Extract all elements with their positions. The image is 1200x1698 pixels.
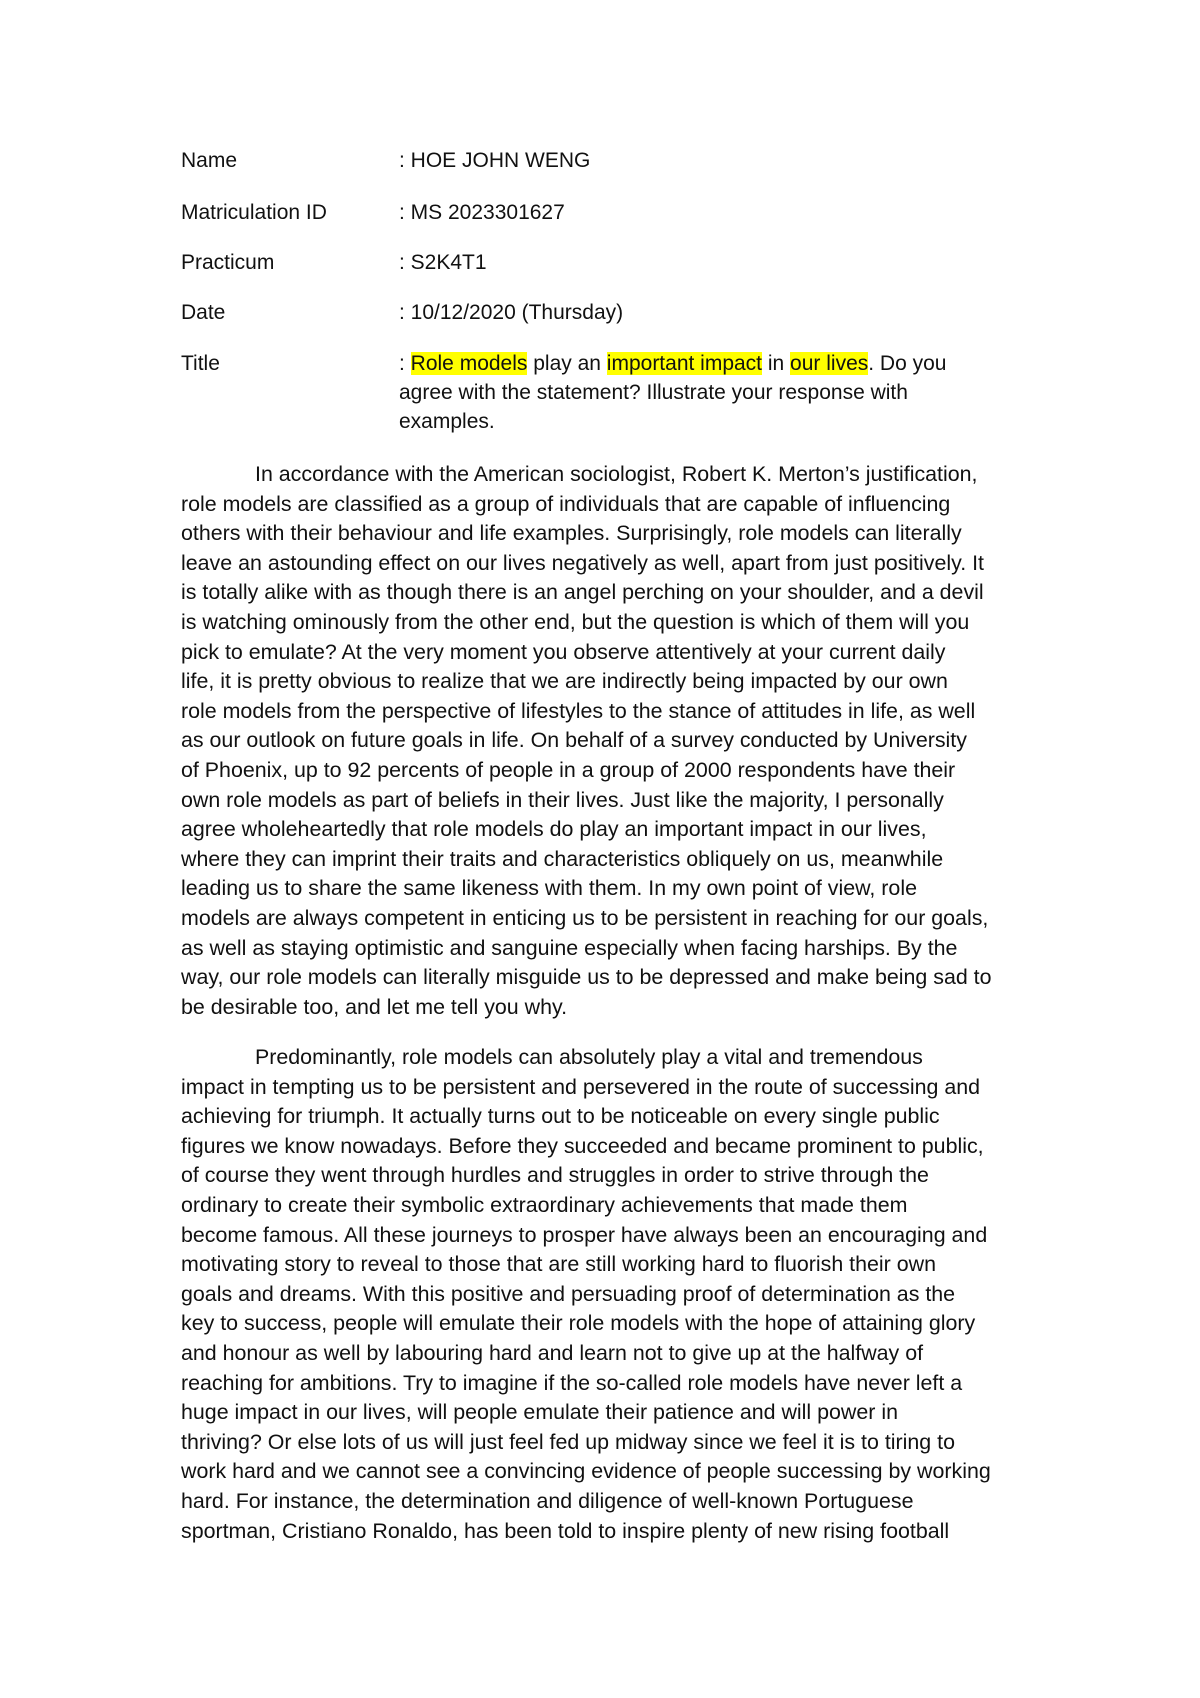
matriculation-value: : MS 2023301627 xyxy=(399,201,565,224)
paragraph-1 xyxy=(181,460,1021,1022)
paragraph-line: of Phoenix, up to 92 percents of people in a group of 2000 respondents have their xyxy=(181,757,956,782)
paragraph-line: as well as staying optimistic and sanguine especially when facing harships. By the xyxy=(181,935,958,960)
paragraph-line: others with their behaviour and life examples. Surprisingly, role models can literally xyxy=(181,521,962,546)
title-text-3: . Do you xyxy=(868,352,947,375)
paragraph-line: Predominantly, role models can absolutely play a vital and tremendous xyxy=(255,1045,923,1069)
paragraph-line: of course they went through hurdles and struggles in order to strive through the xyxy=(181,1163,929,1188)
matriculation-row xyxy=(181,198,999,227)
paragraph-line: leading us to share the same likeness with them. In my own point of view, role xyxy=(181,876,917,901)
paragraph-line: goals and dreams. With this positive and persuading proof of determination as the xyxy=(181,1281,956,1306)
paragraph-line: huge impact in our lives, will people emulate their patience and will power in xyxy=(181,1400,898,1425)
title-row xyxy=(181,349,999,436)
paragraph-line: as our outlook on future goals in life. On behalf of a survey conducted by University xyxy=(181,728,967,753)
title-highlight-our-lives: our lives xyxy=(790,352,869,375)
paragraph-line: be desirable too, and let me tell you why. xyxy=(181,994,568,1019)
name-label: Name xyxy=(181,149,238,172)
paragraph-line: sportman, Cristiano Ronaldo, has been told to inspire plenty of new rising football xyxy=(181,1518,950,1543)
title-line-3: examples. xyxy=(399,410,495,433)
paragraph-line: ordinary to create their symbolic extraordinary achievements that made them xyxy=(181,1192,908,1217)
practicum-value: : S2K4T1 xyxy=(399,251,487,274)
practicum-row xyxy=(181,248,999,277)
paragraph-line: own role models as part of beliefs in their lives. Just like the majority, I personally xyxy=(181,787,944,812)
title-prefix: : xyxy=(399,352,411,375)
paragraph-line: become famous. All these journeys to prosper have always been an encouraging and xyxy=(181,1222,988,1247)
title-text-2: in xyxy=(762,352,791,375)
paragraph-line: where they can imprint their traits and characteristics obliquely on us, meanwhile xyxy=(181,846,944,871)
paragraph-line: role models are classified as a group of individuals that are capable of influencing xyxy=(181,491,951,516)
paragraph-line: is watching ominously from the other end, but the question is which of them will you xyxy=(181,609,970,634)
paragraph-line: key to success, people will emulate their role models with the hope of attaining glory xyxy=(181,1311,976,1336)
paragraph-line: life, it is pretty obvious to realize that we are indirectly being impacted by our own xyxy=(181,669,948,694)
title-highlight-important-impact: important impact xyxy=(606,352,763,375)
paragraph-line: In accordance with the American sociologist, Robert K. Merton’s justification, xyxy=(255,462,978,486)
title-value xyxy=(399,349,999,436)
name-value: : HOE JOHN WENG xyxy=(399,149,591,172)
paragraph-line: is totally alike with as though there is an angel perching on your shoulder, and a devil xyxy=(181,580,984,605)
paragraph-line: work hard and we cannot see a convincing evidence of people successing by working xyxy=(181,1459,991,1484)
paragraph-line: motivating story to reveal to those that are still working hard to fluorish their own xyxy=(181,1252,936,1277)
paragraph-line: reaching for ambitions. Try to imagine if the so-called role models have never left a xyxy=(181,1370,963,1395)
title-line-1 xyxy=(399,349,999,378)
paragraph-line: agree wholeheartedly that role models do play an important impact in our lives, xyxy=(181,817,927,842)
paragraph-line: figures we know nowadays. Before they succeeded and became prominent to public, xyxy=(181,1133,984,1158)
practicum-label: Practicum xyxy=(181,251,275,274)
title-line-2: agree with the statement? Illustrate your response with xyxy=(399,381,908,404)
title-label: Title xyxy=(181,352,220,375)
date-label: Date xyxy=(181,301,226,324)
paragraph-line: and honour as well by labouring hard and learn not to give up at the halfway of xyxy=(181,1340,924,1365)
paragraph-line: leave an astounding effect on our lives negatively as well, apart from just positively. It xyxy=(181,550,984,575)
title-highlight-role-models: Role models xyxy=(410,352,528,375)
date-row xyxy=(181,298,999,327)
paragraph-line: way, our role models can literally misguide us to be depressed and make being sad to xyxy=(181,965,992,990)
title-text-1: play an xyxy=(527,352,607,375)
paragraph-line: models are always competent in enticing us to be persistent in reaching for our goals, xyxy=(181,905,989,930)
paragraph-line: pick to emulate? At the very moment you observe attentively at your current daily xyxy=(181,639,946,664)
name-row xyxy=(181,146,999,175)
paragraph-line: role models from the perspective of lifestyles to the stance of attitudes in life, as well xyxy=(181,698,976,723)
paragraph-2 xyxy=(181,1043,1021,1546)
paragraph-line: achieving for triumph. It actually turns out to be noticeable on every single public xyxy=(181,1104,940,1129)
paragraph-line: thriving? Or else lots of us will just feel fed up midway since we feel it is to tiring to xyxy=(181,1429,955,1454)
matriculation-label: Matriculation ID xyxy=(181,201,327,224)
paragraph-line: hard. For instance, the determination and diligence of well-known Portuguese xyxy=(181,1488,914,1513)
paragraph-line: impact in tempting us to be persistent and persevered in the route of successing and xyxy=(181,1074,981,1099)
date-value: : 10/12/2020 (Thursday) xyxy=(399,301,624,324)
